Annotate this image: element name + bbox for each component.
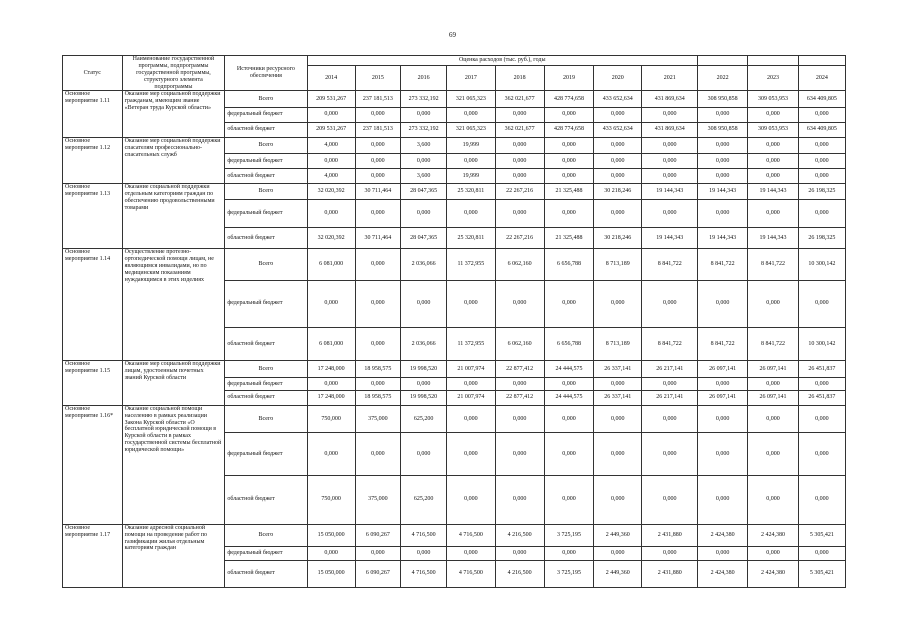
value-cell: 0,000 bbox=[355, 200, 400, 228]
value-cell: 0,000 bbox=[355, 547, 400, 561]
value-cell: 19 998,520 bbox=[400, 390, 446, 405]
measure-name-cell: Осуществление протезно-ортопедической помощи лицам, не являющимся инвалидами, но по медицинским показаниям нуждающимся в этих изделиях bbox=[122, 249, 225, 360]
value-cell: 0,000 bbox=[400, 107, 446, 122]
value-cell: 32 020,392 bbox=[307, 184, 355, 200]
source-cell: областной бюджет bbox=[225, 561, 307, 587]
value-cell: 19,999 bbox=[447, 169, 495, 184]
value-cell: 19 144,343 bbox=[748, 184, 798, 200]
source-cell: федеральный бюджет bbox=[225, 107, 307, 122]
value-cell: 0,000 bbox=[544, 378, 593, 391]
value-cell: 0,000 bbox=[307, 154, 355, 169]
value-cell: 0,000 bbox=[400, 154, 446, 169]
value-cell: 0,000 bbox=[697, 433, 747, 476]
value-cell: 24 444,575 bbox=[544, 360, 593, 378]
value-cell: 0,000 bbox=[642, 378, 698, 391]
value-cell: 17 248,000 bbox=[307, 360, 355, 378]
value-cell: 2 424,380 bbox=[748, 561, 798, 587]
value-cell: 26 337,141 bbox=[594, 360, 642, 378]
value-cell: 6 062,160 bbox=[495, 249, 544, 280]
page-number: 69 bbox=[449, 31, 456, 39]
header-name: Наименование государственной программы, подпрограммы государственной программы, структурного элемента подпрограммы bbox=[122, 56, 225, 91]
measure-name-cell: Оказание социальной помощи населению в рамках реализации Закона Курской области «О бесплатной юридической помощи в Курской области в рамках государственной системы бесплатной юридической помощи» bbox=[122, 405, 225, 524]
source-cell: федеральный бюджет bbox=[225, 433, 307, 476]
value-cell: 0,000 bbox=[798, 547, 845, 561]
value-cell: 19 144,343 bbox=[642, 227, 698, 248]
value-cell: 0,000 bbox=[642, 475, 698, 524]
status-cell: Основное мероприятие 1.15 bbox=[63, 360, 123, 405]
header-year: 2021 bbox=[642, 66, 698, 91]
table-row bbox=[63, 360, 846, 378]
header-cost: Оценка расходов (тыс. руб.), годы bbox=[307, 56, 697, 66]
source-cell: областной бюджет bbox=[225, 328, 307, 361]
value-cell: 26 097,141 bbox=[748, 360, 798, 378]
value-cell: 0,000 bbox=[697, 154, 747, 169]
source-cell: Всего bbox=[225, 91, 307, 107]
table-row bbox=[63, 137, 846, 153]
value-cell: 19 144,343 bbox=[642, 184, 698, 200]
source-cell: федеральный бюджет bbox=[225, 547, 307, 561]
header-status: Статус bbox=[63, 56, 123, 91]
value-cell: 11 372,955 bbox=[447, 249, 495, 280]
value-cell: 0,000 bbox=[798, 200, 845, 228]
value-cell: 0,000 bbox=[447, 475, 495, 524]
value-cell: 4 716,500 bbox=[447, 524, 495, 547]
value-cell: 0,000 bbox=[355, 137, 400, 153]
value-cell: 0,000 bbox=[798, 405, 845, 433]
value-cell: 25 320,811 bbox=[447, 184, 495, 200]
value-cell: 28 047,365 bbox=[400, 227, 446, 248]
header-source: Источники ресурсного обеспечения bbox=[225, 56, 307, 91]
value-cell: 0,000 bbox=[748, 280, 798, 328]
source-cell: Всего bbox=[225, 524, 307, 547]
value-cell: 26 337,141 bbox=[594, 390, 642, 405]
value-cell: 634 409,805 bbox=[798, 91, 845, 107]
value-cell: 0,000 bbox=[798, 378, 845, 391]
value-cell: 375,000 bbox=[355, 475, 400, 524]
value-cell: 18 958,575 bbox=[355, 390, 400, 405]
value-cell: 0,000 bbox=[355, 433, 400, 476]
value-cell: 0,000 bbox=[355, 249, 400, 280]
value-cell: 0,000 bbox=[307, 547, 355, 561]
value-cell: 0,000 bbox=[447, 378, 495, 391]
value-cell: 11 372,955 bbox=[447, 328, 495, 361]
value-cell: 4 216,500 bbox=[495, 561, 544, 587]
value-cell: 0,000 bbox=[594, 475, 642, 524]
value-cell: 433 652,634 bbox=[594, 122, 642, 137]
source-cell: федеральный бюджет bbox=[225, 378, 307, 391]
source-cell: областной бюджет bbox=[225, 390, 307, 405]
value-cell: 22 877,412 bbox=[495, 360, 544, 378]
source-cell: областной бюджет bbox=[225, 475, 307, 524]
value-cell: 0,000 bbox=[748, 475, 798, 524]
value-cell: 19 144,343 bbox=[748, 227, 798, 248]
value-cell: 0,000 bbox=[307, 200, 355, 228]
value-cell: 0,000 bbox=[400, 433, 446, 476]
measure-name-cell: Оказание социальной поддержки отдельным категориям граждан по обеспечению продовольственными товарами bbox=[122, 184, 225, 249]
value-cell: 0,000 bbox=[495, 378, 544, 391]
value-cell: 26 097,141 bbox=[748, 390, 798, 405]
value-cell: 0,000 bbox=[798, 280, 845, 328]
value-cell: 362 021,677 bbox=[495, 91, 544, 107]
value-cell: 4 716,500 bbox=[400, 524, 446, 547]
value-cell: 362 021,677 bbox=[495, 122, 544, 137]
value-cell: 4 716,500 bbox=[447, 561, 495, 587]
value-cell: 6 090,267 bbox=[355, 524, 400, 547]
value-cell: 5 305,421 bbox=[798, 524, 845, 547]
value-cell: 0,000 bbox=[400, 547, 446, 561]
value-cell: 0,000 bbox=[748, 547, 798, 561]
value-cell: 0,000 bbox=[697, 169, 747, 184]
budget-table bbox=[62, 55, 846, 588]
value-cell: 6 656,788 bbox=[544, 249, 593, 280]
value-cell: 375,000 bbox=[355, 405, 400, 433]
value-cell: 0,000 bbox=[447, 405, 495, 433]
table-row bbox=[63, 249, 846, 280]
value-cell: 0,000 bbox=[447, 547, 495, 561]
value-cell: 0,000 bbox=[355, 107, 400, 122]
value-cell: 0,000 bbox=[495, 280, 544, 328]
source-cell: Всего bbox=[225, 360, 307, 378]
value-cell: 0,000 bbox=[544, 280, 593, 328]
value-cell: 0,000 bbox=[495, 200, 544, 228]
source-cell: Всего bbox=[225, 405, 307, 433]
value-cell: 0,000 bbox=[307, 433, 355, 476]
value-cell: 0,000 bbox=[355, 154, 400, 169]
value-cell: 8 841,722 bbox=[642, 328, 698, 361]
value-cell: 0,000 bbox=[447, 433, 495, 476]
value-cell: 0,000 bbox=[642, 405, 698, 433]
source-cell: областной бюджет bbox=[225, 227, 307, 248]
value-cell: 26 451,837 bbox=[798, 390, 845, 405]
value-cell: 3 725,195 bbox=[544, 561, 593, 587]
source-cell: Всего bbox=[225, 137, 307, 153]
value-cell: 0,000 bbox=[642, 280, 698, 328]
value-cell: 0,000 bbox=[400, 378, 446, 391]
value-cell: 0,000 bbox=[544, 107, 593, 122]
value-cell: 5 305,421 bbox=[798, 561, 845, 587]
value-cell: 0,000 bbox=[697, 475, 747, 524]
value-cell: 237 181,513 bbox=[355, 122, 400, 137]
measure-name-cell: Оказание мер социальной поддержки лицам, удостоенным почетных званий Курской области bbox=[122, 360, 225, 405]
value-cell: 0,000 bbox=[495, 475, 544, 524]
value-cell: 2 431,880 bbox=[642, 524, 698, 547]
status-cell: Основное мероприятие 1.12 bbox=[63, 137, 123, 183]
value-cell: 19 144,343 bbox=[697, 227, 747, 248]
value-cell: 0,000 bbox=[697, 280, 747, 328]
value-cell: 0,000 bbox=[544, 433, 593, 476]
value-cell: 0,000 bbox=[748, 200, 798, 228]
value-cell: 8 841,722 bbox=[642, 249, 698, 280]
value-cell: 0,000 bbox=[544, 154, 593, 169]
value-cell: 0,000 bbox=[495, 405, 544, 433]
source-cell: Всего bbox=[225, 249, 307, 280]
value-cell: 0,000 bbox=[495, 107, 544, 122]
header-year: 2019 bbox=[544, 66, 593, 91]
value-cell: 321 065,323 bbox=[447, 122, 495, 137]
value-cell: 3,600 bbox=[400, 169, 446, 184]
value-cell: 8 713,189 bbox=[594, 249, 642, 280]
header-year: 2024 bbox=[798, 66, 845, 91]
value-cell: 625,200 bbox=[400, 475, 446, 524]
value-cell: 26 217,141 bbox=[642, 390, 698, 405]
header-year: 2020 bbox=[594, 66, 642, 91]
value-cell: 0,000 bbox=[355, 280, 400, 328]
value-cell: 0,000 bbox=[594, 280, 642, 328]
value-cell: 0,000 bbox=[642, 169, 698, 184]
value-cell: 0,000 bbox=[642, 547, 698, 561]
value-cell: 8 841,722 bbox=[748, 328, 798, 361]
value-cell: 3,600 bbox=[400, 137, 446, 153]
value-cell: 8 841,722 bbox=[697, 249, 747, 280]
value-cell: 0,000 bbox=[697, 107, 747, 122]
value-cell: 0,000 bbox=[594, 433, 642, 476]
value-cell: 273 332,192 bbox=[400, 122, 446, 137]
value-cell: 0,000 bbox=[544, 405, 593, 433]
value-cell: 273 332,192 bbox=[400, 91, 446, 107]
value-cell: 2 036,066 bbox=[400, 328, 446, 361]
value-cell: 625,200 bbox=[400, 405, 446, 433]
value-cell: 0,000 bbox=[748, 107, 798, 122]
value-cell: 0,000 bbox=[748, 405, 798, 433]
value-cell: 21 325,488 bbox=[544, 227, 593, 248]
table-row bbox=[63, 184, 846, 200]
table-row bbox=[63, 91, 846, 107]
value-cell: 4,000 bbox=[307, 169, 355, 184]
value-cell: 308 950,858 bbox=[697, 91, 747, 107]
value-cell: 0,000 bbox=[544, 547, 593, 561]
value-cell: 209 531,267 bbox=[307, 91, 355, 107]
value-cell: 309 053,953 bbox=[748, 122, 798, 137]
value-cell: 8 841,722 bbox=[748, 249, 798, 280]
value-cell: 30 711,464 bbox=[355, 227, 400, 248]
source-cell: федеральный бюджет bbox=[225, 280, 307, 328]
value-cell: 26 097,141 bbox=[697, 390, 747, 405]
value-cell: 19,999 bbox=[447, 137, 495, 153]
value-cell: 0,000 bbox=[594, 200, 642, 228]
value-cell: 25 320,811 bbox=[447, 227, 495, 248]
value-cell: 0,000 bbox=[495, 547, 544, 561]
source-cell: федеральный бюджет bbox=[225, 200, 307, 228]
value-cell: 0,000 bbox=[642, 137, 698, 153]
value-cell: 0,000 bbox=[748, 169, 798, 184]
value-cell: 428 774,658 bbox=[544, 122, 593, 137]
measure-name-cell: Оказание адресной социальной помощи на проведение работ по газификации жилья отдельным категориям граждан bbox=[122, 524, 225, 587]
value-cell: 22 877,412 bbox=[495, 390, 544, 405]
value-cell: 0,000 bbox=[544, 200, 593, 228]
value-cell: 2 449,360 bbox=[594, 524, 642, 547]
value-cell: 431 869,634 bbox=[642, 91, 698, 107]
value-cell: 0,000 bbox=[307, 107, 355, 122]
value-cell: 30 218,246 bbox=[594, 184, 642, 200]
value-cell: 0,000 bbox=[495, 137, 544, 153]
value-cell: 0,000 bbox=[447, 200, 495, 228]
value-cell: 308 950,858 bbox=[697, 122, 747, 137]
value-cell: 0,000 bbox=[355, 169, 400, 184]
measure-name-cell: Оказание мер социальной поддержки гражданам, имеющим звание «Ветеран труда Курской области» bbox=[122, 91, 225, 137]
value-cell: 8 841,722 bbox=[697, 328, 747, 361]
value-cell: 26 217,141 bbox=[642, 360, 698, 378]
status-cell: Основное мероприятие 1.17 bbox=[63, 524, 123, 587]
value-cell: 17 248,000 bbox=[307, 390, 355, 405]
value-cell: 6 081,000 bbox=[307, 328, 355, 361]
value-cell: 0,000 bbox=[355, 378, 400, 391]
value-cell: 15 050,000 bbox=[307, 561, 355, 587]
header-year: 2015 bbox=[355, 66, 400, 91]
source-cell: областной бюджет bbox=[225, 169, 307, 184]
value-cell: 0,000 bbox=[307, 280, 355, 328]
header-blank bbox=[748, 56, 798, 66]
value-cell: 28 047,365 bbox=[400, 184, 446, 200]
header-year: 2017 bbox=[447, 66, 495, 91]
value-cell: 237 181,513 bbox=[355, 91, 400, 107]
value-cell: 0,000 bbox=[642, 107, 698, 122]
header-blank bbox=[798, 56, 845, 66]
value-cell: 0,000 bbox=[798, 475, 845, 524]
value-cell: 0,000 bbox=[594, 154, 642, 169]
value-cell: 0,000 bbox=[355, 328, 400, 361]
value-cell: 0,000 bbox=[642, 200, 698, 228]
status-cell: Основное мероприятие 1.13 bbox=[63, 184, 123, 249]
value-cell: 6 081,000 bbox=[307, 249, 355, 280]
value-cell: 0,000 bbox=[697, 405, 747, 433]
value-cell: 4 716,500 bbox=[400, 561, 446, 587]
value-cell: 0,000 bbox=[544, 169, 593, 184]
value-cell: 10 300,142 bbox=[798, 328, 845, 361]
value-cell: 0,000 bbox=[798, 433, 845, 476]
value-cell: 26 451,837 bbox=[798, 360, 845, 378]
value-cell: 2 424,380 bbox=[697, 524, 747, 547]
value-cell: 0,000 bbox=[798, 107, 845, 122]
value-cell: 30 218,246 bbox=[594, 227, 642, 248]
value-cell: 19 998,520 bbox=[400, 360, 446, 378]
value-cell: 2 424,380 bbox=[748, 524, 798, 547]
value-cell: 2 431,880 bbox=[642, 561, 698, 587]
value-cell: 0,000 bbox=[748, 154, 798, 169]
value-cell: 634 409,805 bbox=[798, 122, 845, 137]
value-cell: 8 713,189 bbox=[594, 328, 642, 361]
value-cell: 431 869,634 bbox=[642, 122, 698, 137]
header-year: 2018 bbox=[495, 66, 544, 91]
table-row bbox=[63, 405, 846, 433]
value-cell: 0,000 bbox=[642, 154, 698, 169]
value-cell: 0,000 bbox=[594, 169, 642, 184]
value-cell: 0,000 bbox=[798, 154, 845, 169]
value-cell: 0,000 bbox=[697, 547, 747, 561]
source-cell: федеральный бюджет bbox=[225, 154, 307, 169]
value-cell: 0,000 bbox=[495, 433, 544, 476]
value-cell: 209 531,267 bbox=[307, 122, 355, 137]
value-cell: 0,000 bbox=[447, 280, 495, 328]
value-cell: 0,000 bbox=[748, 378, 798, 391]
value-cell: 0,000 bbox=[495, 154, 544, 169]
status-cell: Основное мероприятие 1.11 bbox=[63, 91, 123, 137]
value-cell: 0,000 bbox=[594, 547, 642, 561]
value-cell: 0,000 bbox=[307, 378, 355, 391]
value-cell: 0,000 bbox=[594, 378, 642, 391]
value-cell: 26 198,325 bbox=[798, 227, 845, 248]
value-cell: 309 053,953 bbox=[748, 91, 798, 107]
value-cell: 6 656,788 bbox=[544, 328, 593, 361]
value-cell: 428 774,658 bbox=[544, 91, 593, 107]
value-cell: 19 144,343 bbox=[697, 184, 747, 200]
value-cell: 24 444,575 bbox=[544, 390, 593, 405]
value-cell: 32 020,392 bbox=[307, 227, 355, 248]
value-cell: 21 325,488 bbox=[544, 184, 593, 200]
value-cell: 321 065,323 bbox=[447, 91, 495, 107]
value-cell: 0,000 bbox=[798, 169, 845, 184]
value-cell: 0,000 bbox=[447, 107, 495, 122]
header-blank bbox=[697, 56, 747, 66]
value-cell: 21 007,974 bbox=[447, 360, 495, 378]
value-cell: 0,000 bbox=[798, 137, 845, 153]
value-cell: 0,000 bbox=[697, 137, 747, 153]
header-year: 2016 bbox=[400, 66, 446, 91]
value-cell: 0,000 bbox=[544, 137, 593, 153]
value-cell: 0,000 bbox=[697, 200, 747, 228]
value-cell: 0,000 bbox=[642, 433, 698, 476]
header-year: 2023 bbox=[748, 66, 798, 91]
value-cell: 2 449,360 bbox=[594, 561, 642, 587]
value-cell: 0,000 bbox=[748, 433, 798, 476]
value-cell: 26 097,141 bbox=[697, 360, 747, 378]
value-cell: 750,000 bbox=[307, 475, 355, 524]
measure-name-cell: Оказание мер социальной поддержки спасателям профессионально-спасательных служб bbox=[122, 137, 225, 183]
value-cell: 0,000 bbox=[594, 107, 642, 122]
value-cell: 0,000 bbox=[594, 137, 642, 153]
status-cell: Основное мероприятие 1.16* bbox=[63, 405, 123, 524]
value-cell: 0,000 bbox=[400, 280, 446, 328]
value-cell: 4,000 bbox=[307, 137, 355, 153]
header-year: 2014 bbox=[307, 66, 355, 91]
table-row bbox=[63, 524, 846, 547]
value-cell: 6 062,160 bbox=[495, 328, 544, 361]
table-body bbox=[63, 91, 846, 587]
value-cell: 0,000 bbox=[748, 137, 798, 153]
value-cell: 2 036,066 bbox=[400, 249, 446, 280]
value-cell: 0,000 bbox=[495, 169, 544, 184]
value-cell: 22 267,216 bbox=[495, 227, 544, 248]
value-cell: 21 007,974 bbox=[447, 390, 495, 405]
value-cell: 30 711,464 bbox=[355, 184, 400, 200]
value-cell: 6 090,267 bbox=[355, 561, 400, 587]
value-cell: 26 198,325 bbox=[798, 184, 845, 200]
value-cell: 18 958,575 bbox=[355, 360, 400, 378]
value-cell: 0,000 bbox=[544, 475, 593, 524]
header-year: 2022 bbox=[697, 66, 747, 91]
value-cell: 15 050,000 bbox=[307, 524, 355, 547]
value-cell: 2 424,380 bbox=[697, 561, 747, 587]
source-cell: Всего bbox=[225, 184, 307, 200]
table-header bbox=[63, 56, 846, 91]
value-cell: 22 267,216 bbox=[495, 184, 544, 200]
value-cell: 433 652,634 bbox=[594, 91, 642, 107]
source-cell: областной бюджет bbox=[225, 122, 307, 137]
value-cell: 0,000 bbox=[697, 378, 747, 391]
value-cell: 3 725,195 bbox=[544, 524, 593, 547]
status-cell: Основное мероприятие 1.14 bbox=[63, 249, 123, 360]
value-cell: 0,000 bbox=[594, 405, 642, 433]
value-cell: 0,000 bbox=[447, 154, 495, 169]
value-cell: 10 300,142 bbox=[798, 249, 845, 280]
value-cell: 750,000 bbox=[307, 405, 355, 433]
value-cell: 0,000 bbox=[400, 200, 446, 228]
value-cell: 4 216,500 bbox=[495, 524, 544, 547]
